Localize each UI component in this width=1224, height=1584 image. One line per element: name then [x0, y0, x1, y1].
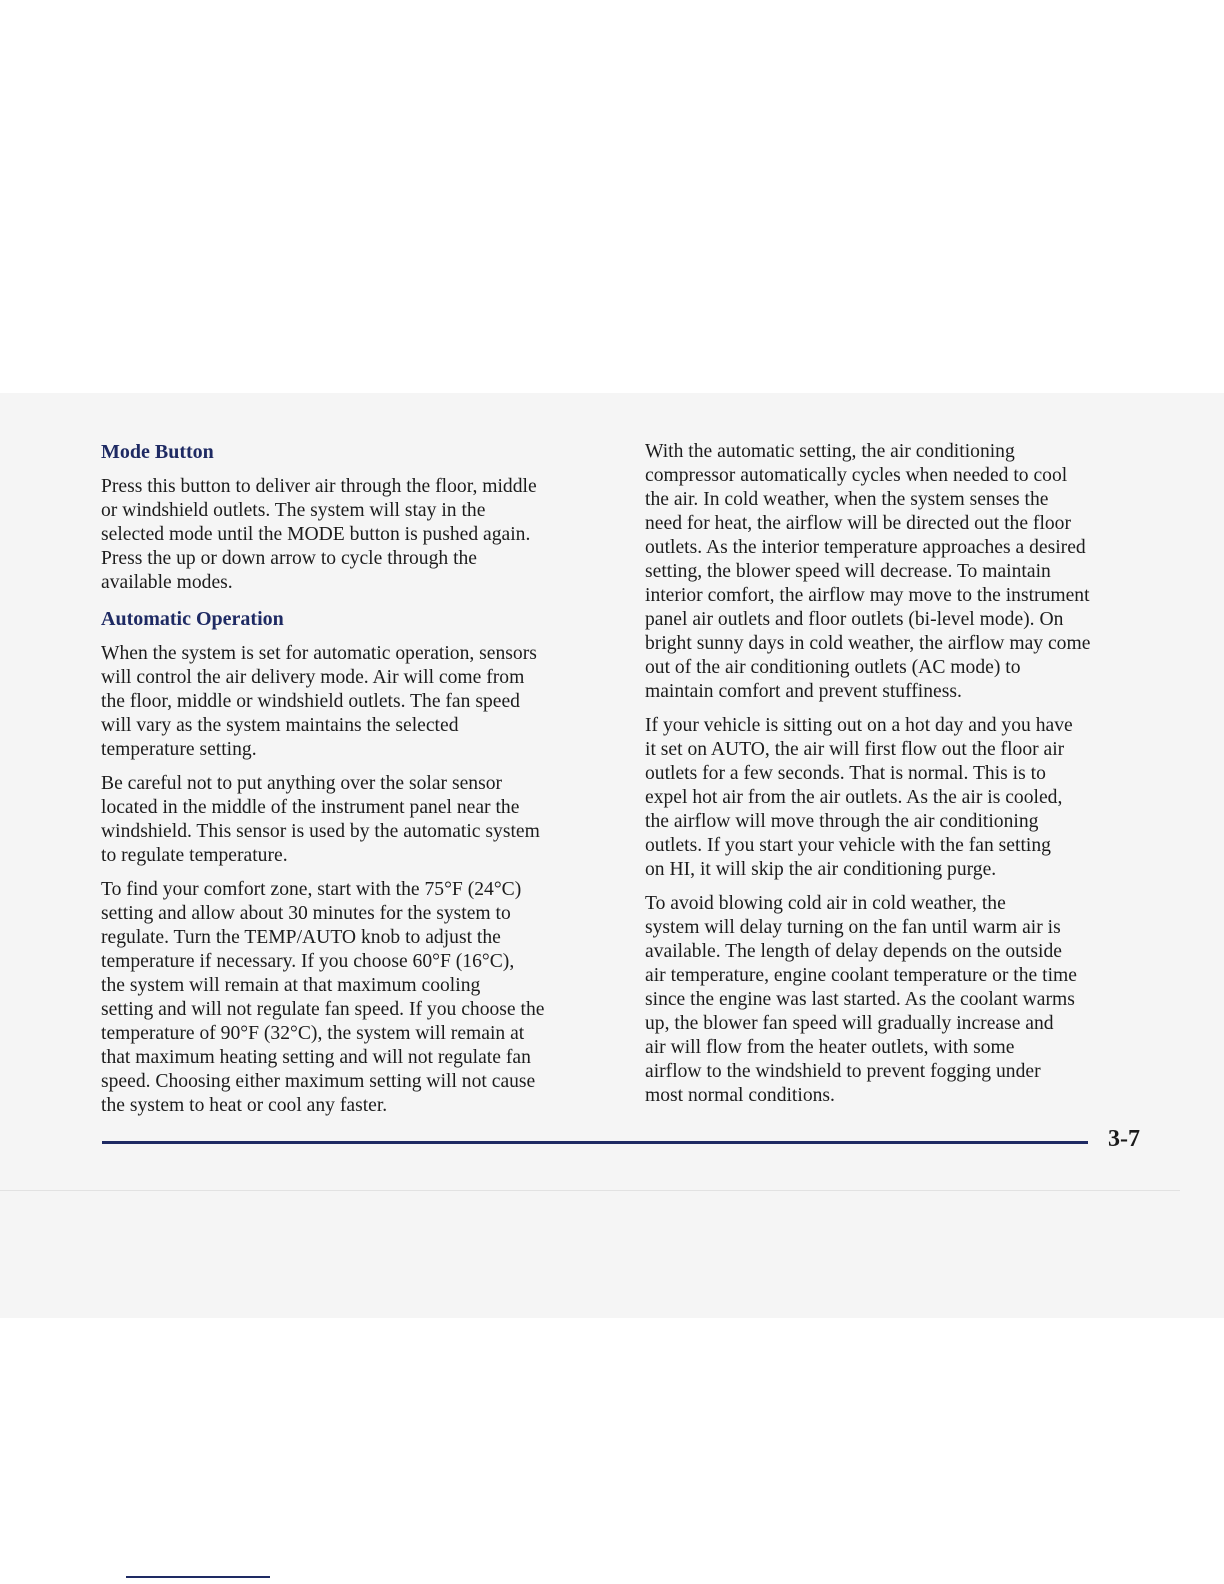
hot-day-paragraph: If your vehicle is sitting out on a hot day and you have it set on AUTO, the air will first flow out the floor air outlets for a few seconds. That is normal. This is to expel hot air from the air outlets. As the air is cooled, the airflow will move through the air conditioning outlets. If you start your vehicle with the fan setting on HI, it will skip the air conditioning purge.	[645, 715, 1073, 880]
heading-mode-button: Mode Button	[101, 441, 214, 463]
automatic-operation-paragraph-3: To find your comfort zone, start with the 75°F (24°C) setting and allow about 30 minutes for the system to regulate. Turn the TEMP/AUTO knob to adjust the temperature if necessary. If you choose 60°F (16°C), the system will remain at that maximum cooling setting and will not regulate fan speed. If you choose the temperature of 90°F (32°C), the system will remain at that maximum heating setting and will not regulate fan speed. Choosing either maximum setting will not cause the system to heat or cool any faster.	[101, 879, 545, 1116]
automatic-setting-paragraph: With the automatic setting, the air conditioning compressor automatically cycles when needed to cool the air. In cold weather, when the system senses the need for heat, the airflow will be directed out the floor outlets. As the interior temperature approaches a desired setting, the blower speed will decrease. To maintain interior comfort, the airflow may move to the instrument panel air outlets and floor outlets (bi-level mode). On bright sunny days in cold weather, the airflow may come out of the air conditioning outlets (AC mode) to maintain comfort and prevent stuffiness.	[645, 441, 1091, 702]
cold-weather-paragraph: To avoid blowing cold air in cold weather, the system will delay turning on the fan until warm air is available. The length of delay depends on the outside air temperature, engine coolant temperature or the time since the engine was last started. As the coolant warms up, the blower fan speed will gradually increase and air will flow from the heater outlets, with some airflow to the windshield to prevent fogging under most normal conditions.	[645, 893, 1077, 1106]
page-divider-rule	[102, 1141, 1088, 1144]
automatic-operation-paragraph-2: Be careful not to put anything over the solar sensor located in the middle of the instrument panel near the windshield. This sensor is used by the automatic system to regulate temperature.	[101, 773, 540, 866]
left-column	[101, 440, 601, 1128]
mode-button-paragraph: Press this button to deliver air through the floor, middle or windshield outlets. The system will stay in the selected mode until the MODE button is pushed again. Press the up or down arrow to cycle through the available modes.	[101, 476, 537, 593]
page-number: 3-7	[1108, 1126, 1140, 1152]
heading-automatic-operation: Automatic Operation	[101, 608, 284, 630]
automatic-operation-paragraph-1: When the system is set for automatic operation, sensors will control the air delivery mode. Air will come from the floor, middle or windshield outlets. The fan speed will vary as the system maintains the selected temperature setting.	[101, 643, 537, 760]
footer-rule	[126, 1576, 270, 1578]
right-column	[645, 440, 1155, 1118]
faint-divider	[0, 1190, 1180, 1191]
